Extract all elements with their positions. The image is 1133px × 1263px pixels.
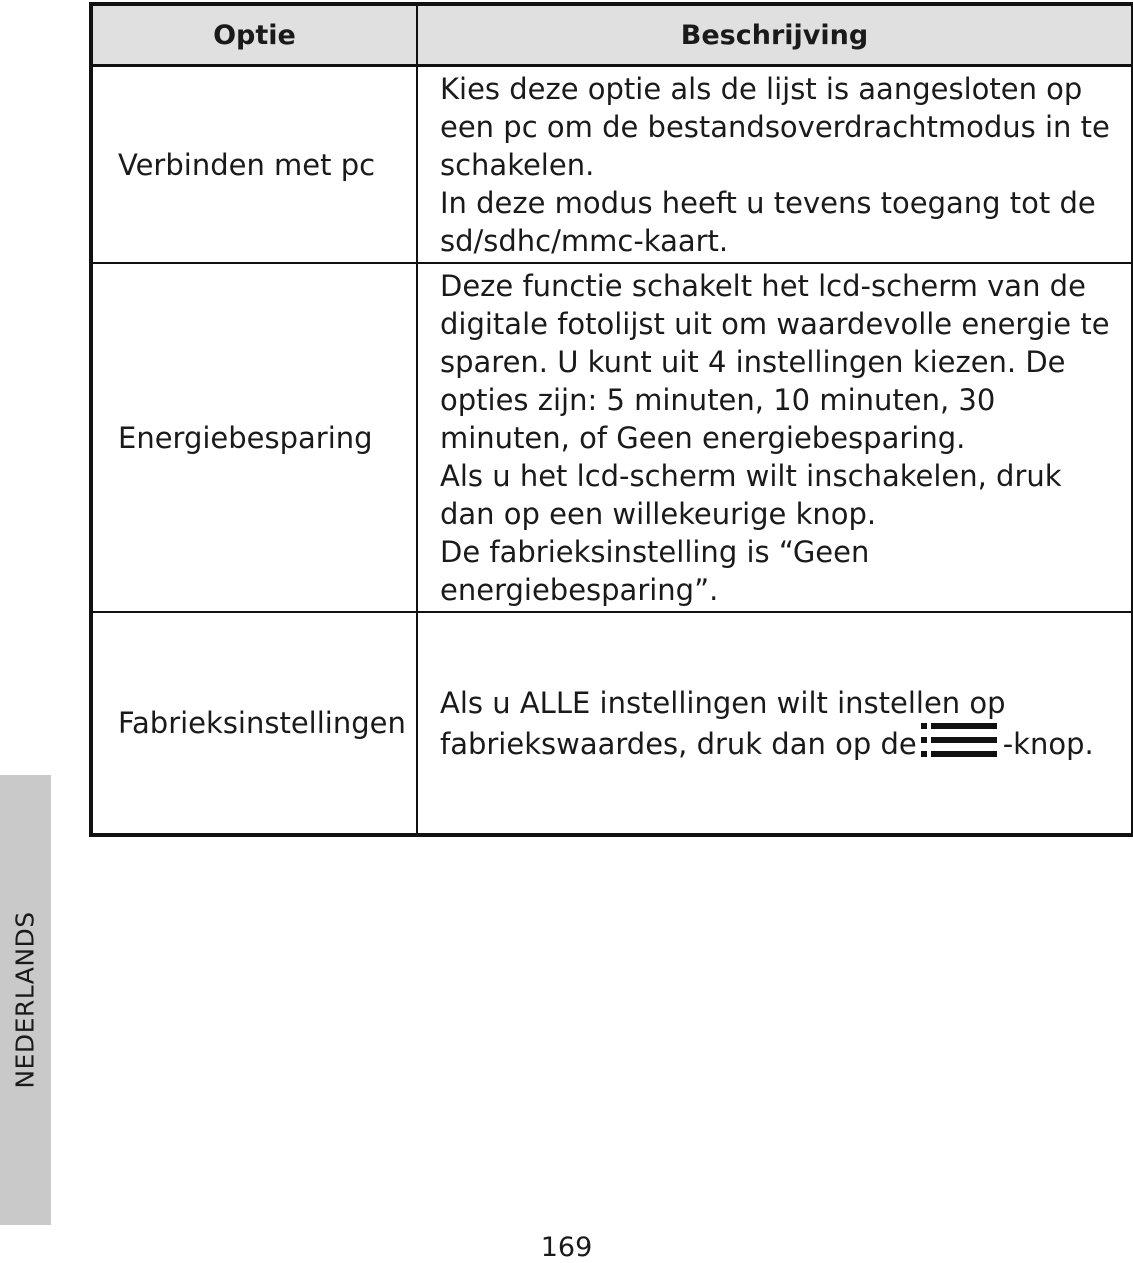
description-paragraph: Als u het lcd-scherm wilt inschakelen, druk dan op een willekeurige knop. <box>440 458 1062 531</box>
table-row <box>91 612 1133 835</box>
menu-list-icon <box>921 722 997 758</box>
option-cell: Energiebesparing <box>91 263 417 612</box>
header-optie: Optie <box>91 4 417 66</box>
header-beschrijving: Beschrijving <box>417 4 1133 66</box>
page-number: 169 <box>540 1232 593 1263</box>
description-paragraph: De fabrieksinstelling is “Geen energiebesparing”. <box>440 534 870 607</box>
table-row <box>91 263 1133 612</box>
description-cell <box>417 66 1133 264</box>
description-text: Als u ALLE instellingen wilt instellen op fabriekswaardes, druk dan op de <box>440 685 1006 761</box>
description-paragraph: Kies deze optie als de lijst is aangesloten op een pc om de bestandsoverdrachtmodus in te schakelen. <box>440 71 1110 182</box>
description-paragraph <box>440 684 1123 763</box>
option-cell: Verbinden met pc <box>91 66 417 264</box>
description-cell <box>417 263 1133 612</box>
option-cell: Fabrieksinstellingen <box>91 612 417 835</box>
options-table <box>89 2 1133 837</box>
description-text: -knop. <box>1002 726 1094 761</box>
table-row <box>91 66 1133 264</box>
description-paragraph: Deze functie schakelt het lcd-scherm van de digitale fotolijst uit om waardevolle energie te sparen. U kunt uit 4 instellingen kiezen. De opties zijn: 5 minuten, 10 minuten, 30 minuten, of Geen energiebesparing. <box>440 268 1110 455</box>
description-cell <box>417 612 1133 835</box>
language-side-tab-label: NEDERLANDS <box>10 911 40 1089</box>
description-paragraph: In deze modus heeft u tevens toegang tot de sd/sdhc/mmc-kaart. <box>440 185 1096 258</box>
table-header-row <box>91 4 1133 66</box>
